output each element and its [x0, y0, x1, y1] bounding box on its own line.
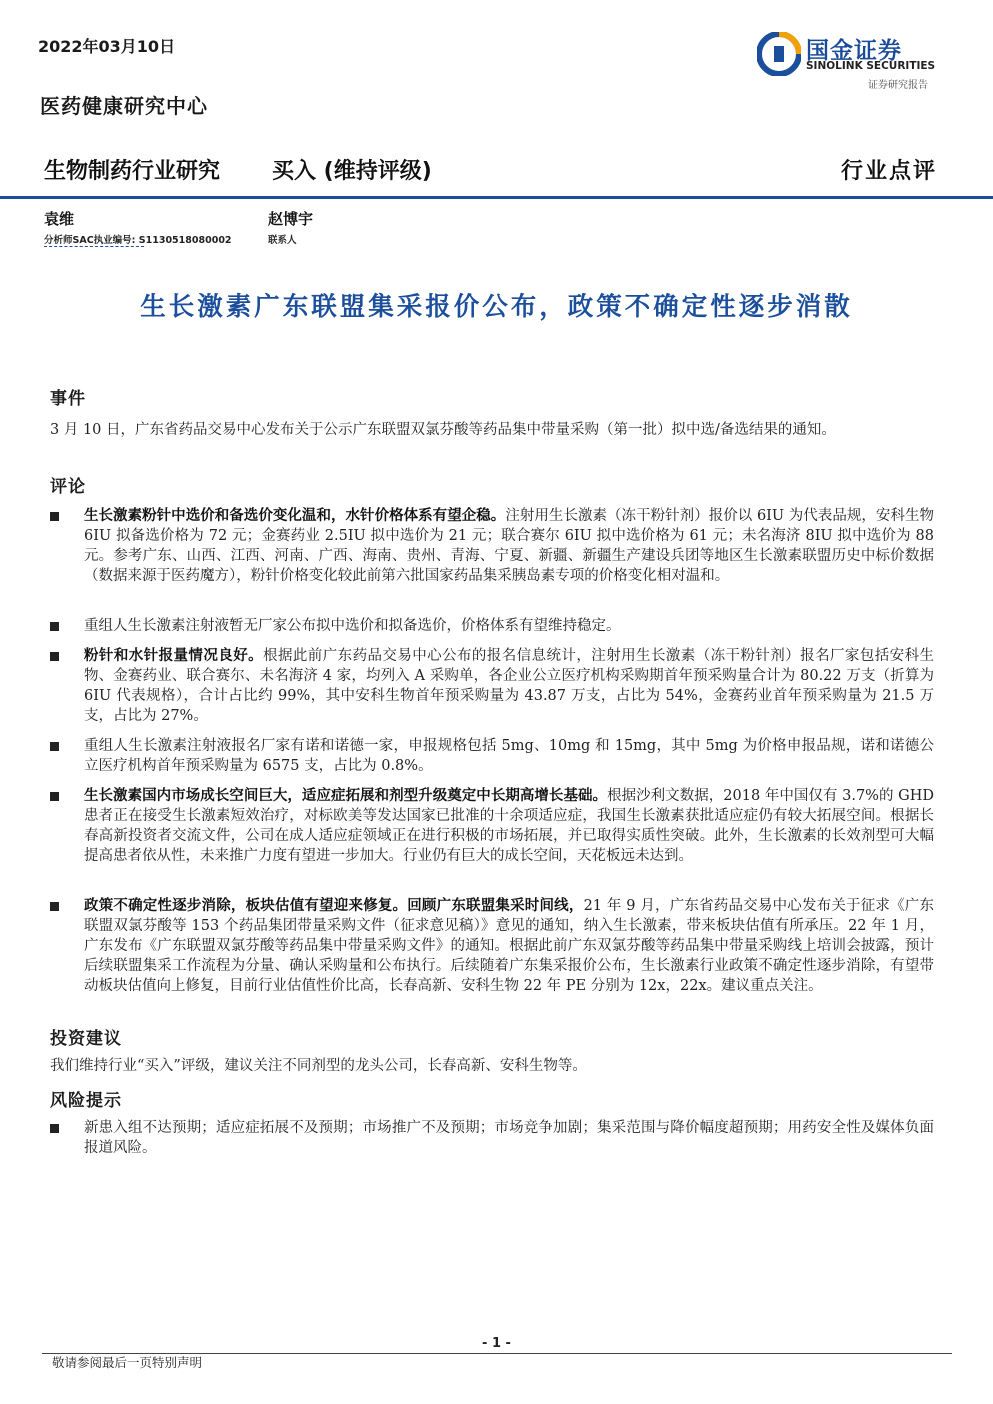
analyst-name: 袁维	[44, 210, 75, 228]
analyst-divider	[44, 246, 144, 247]
bullet-text: 根据此前广东药品交易中心公布的报名信息统计，注射用生长激素（冻干粉针剂）报名厂家包括安科生物、金赛药业、联合赛尔、未名海济 4 家，均列入 A 采购单，各企业公立医疗机构采购期首年预采购量合计为 80.22 万支（折算为 6IU 代表规格），合计占比约 99%，其中安科生物首年预采购量为 43.87 万支，占比为 54%，金赛药业首年预采购量为 21.5 万支，占比为 27%。	[84, 648, 935, 724]
bullet-square-icon	[50, 792, 59, 801]
list-item	[50, 1118, 934, 1158]
page-number: - 1 -	[482, 1336, 511, 1351]
bullet-square-icon	[50, 512, 59, 521]
bullet-text: 重组人生长激素注射液报名厂家有诺和诺德一家，申报规格包括 5mg、10mg 和 15mg，其中 5mg 为价格申报品规，诺和诺德公立医疗机构首年预采购量为 6575 支，占比为 0.8%。	[84, 738, 934, 774]
research-center: 医药健康研究中心	[40, 94, 208, 118]
section-title-comment: 评论	[50, 477, 86, 497]
bullet-lead: 生长激素粉针中选价和备选价变化温和，水针价格体系有望企稳。	[84, 507, 506, 524]
list-item	[50, 646, 934, 726]
list-item	[50, 736, 934, 776]
bullet-square-icon	[50, 902, 59, 911]
industry-title: 生物制药行业研究	[44, 159, 221, 184]
list-item	[50, 616, 934, 636]
report-headline: 生长激素广东联盟集采报价公布，政策不确定性逐步消散	[140, 292, 853, 322]
bullet-text: 21 年 9 月，广东省药品交易中心发布关于征求《广东联盟双氯芬酸等 153 个药品集团带量采购文件（征求意见稿）》意见的通知，纳入生长激素，带来板块估值有所承压。22 年 1 月，广东发布《广东联盟双氯芬酸等药品集中带量采购文件》的通知。根据此前广东双氯芬酸等药品集中带量采购线上培训会披露，预计后续联盟集采工作流程为分量、确认采购量和公布执行。后续随着广东集采报价公布，生长激素行业政策不确定性逐步消除，有望带动板块估值向上修复，目前行业估值性价比高，长春高新、安科生物 22 年 PE 分别为 12x，22x。建议重点关注。	[84, 898, 934, 994]
bullet-text: 重组人生长激素注射液暂无厂家公布拟中选价和拟备选价，价格体系有望维持稳定。	[84, 618, 621, 634]
bullet-square-icon	[50, 622, 59, 631]
section-title-event: 事件	[50, 389, 86, 409]
invest-paragraph: 我们维持行业“买入”评级，建议关注不同剂型的龙头公司，长春高新、安科生物等。	[50, 1058, 587, 1074]
analyst-role: 分析师SAC执业编号: S1130518080002	[44, 235, 232, 246]
bullet-text: 根据沙利文数据，2018 年中国仅有 3.7%的 GHD 患者正在接受生长激素短效治疗，对标欧美等发达国家已批准的十余项适应症，我国生长激素获批适应症仍有较大拓展空间。根据长春高新投资者交流文件，公司在成人适应症领域正在进行积极的市场拓展，并已取得实质性突破。此外，生长激素的长效剂型可大幅提高患者依从性，未来推广力度有望进一步加大。行业仍有巨大的成长空间，天花板远未达到。	[84, 788, 935, 864]
bullet-lead: 政策不确定性逐步消除，板块估值有望迎来修复。回顾广东联盟集采时间线，	[84, 897, 584, 914]
bullet-square-icon	[50, 1124, 59, 1133]
sinolink-logo-icon	[757, 32, 801, 76]
bullet-text: 新患入组不达预期；适应症拓展不及预期；市场推广不及预期；市场竞争加剧；集采范围与降价幅度超预期；用药安全性及媒体负面报道风险。	[84, 1120, 934, 1156]
disclaimer-note: 敬请参阅最后一页特别声明	[52, 1355, 203, 1370]
contact-name: 赵博宇	[268, 210, 314, 228]
report-type: 行业点评	[840, 158, 937, 184]
header-rule	[0, 196, 993, 199]
list-item	[50, 506, 934, 586]
bullet-text: 注射用生长激素（冻干粉针剂）报价以 6IU 为代表品规，安科生物 6IU 拟备选价格为 72 元；金赛药业 2.5IU 拟中选价为 21 元；联合赛尔 6IU 拟中选价格为 61 元；未名海济 8IU 拟中选价为 88 元。参考广东、山西、江西、河南、广西、海南、贵州、青海、宁夏、新疆、新疆生产建设兵团等地区生长激素联盟历史中标价数据（数据来源于医药魔方），粉针价格变化较此前第六批国家药品集采胰岛素专项的价格变化相对温和。	[84, 508, 935, 584]
bullet-square-icon	[50, 742, 59, 751]
contact-role: 联系人	[268, 235, 297, 246]
logo-cn-text: 国金证券	[806, 38, 902, 64]
section-title-invest: 投资建议	[50, 1029, 122, 1049]
event-paragraph: 3 月 10 日，广东省药品交易中心发布关于公示广东联盟双氯芬酸等药品集中带量采购（第一批）拟中选/备选结果的通知。	[50, 422, 836, 438]
logo-subtitle: 证券研究报告	[868, 80, 928, 91]
section-title-risk: 风险提示	[50, 1091, 122, 1111]
logo-en-text: SINOLINK SECURITIES	[806, 60, 936, 72]
report-date: 2022年03月10日	[38, 37, 176, 56]
bullet-lead: 粉针和水针报量情况良好。	[84, 647, 264, 664]
bullet-square-icon	[50, 652, 59, 661]
rating-label: 买入 (维持评级)	[272, 159, 432, 184]
list-item	[50, 786, 934, 866]
list-item	[50, 896, 934, 996]
bullet-lead: 生长激素国内市场成长空间巨大，适应症拓展和剂型升级奠定中长期高增长基础。	[84, 787, 608, 804]
